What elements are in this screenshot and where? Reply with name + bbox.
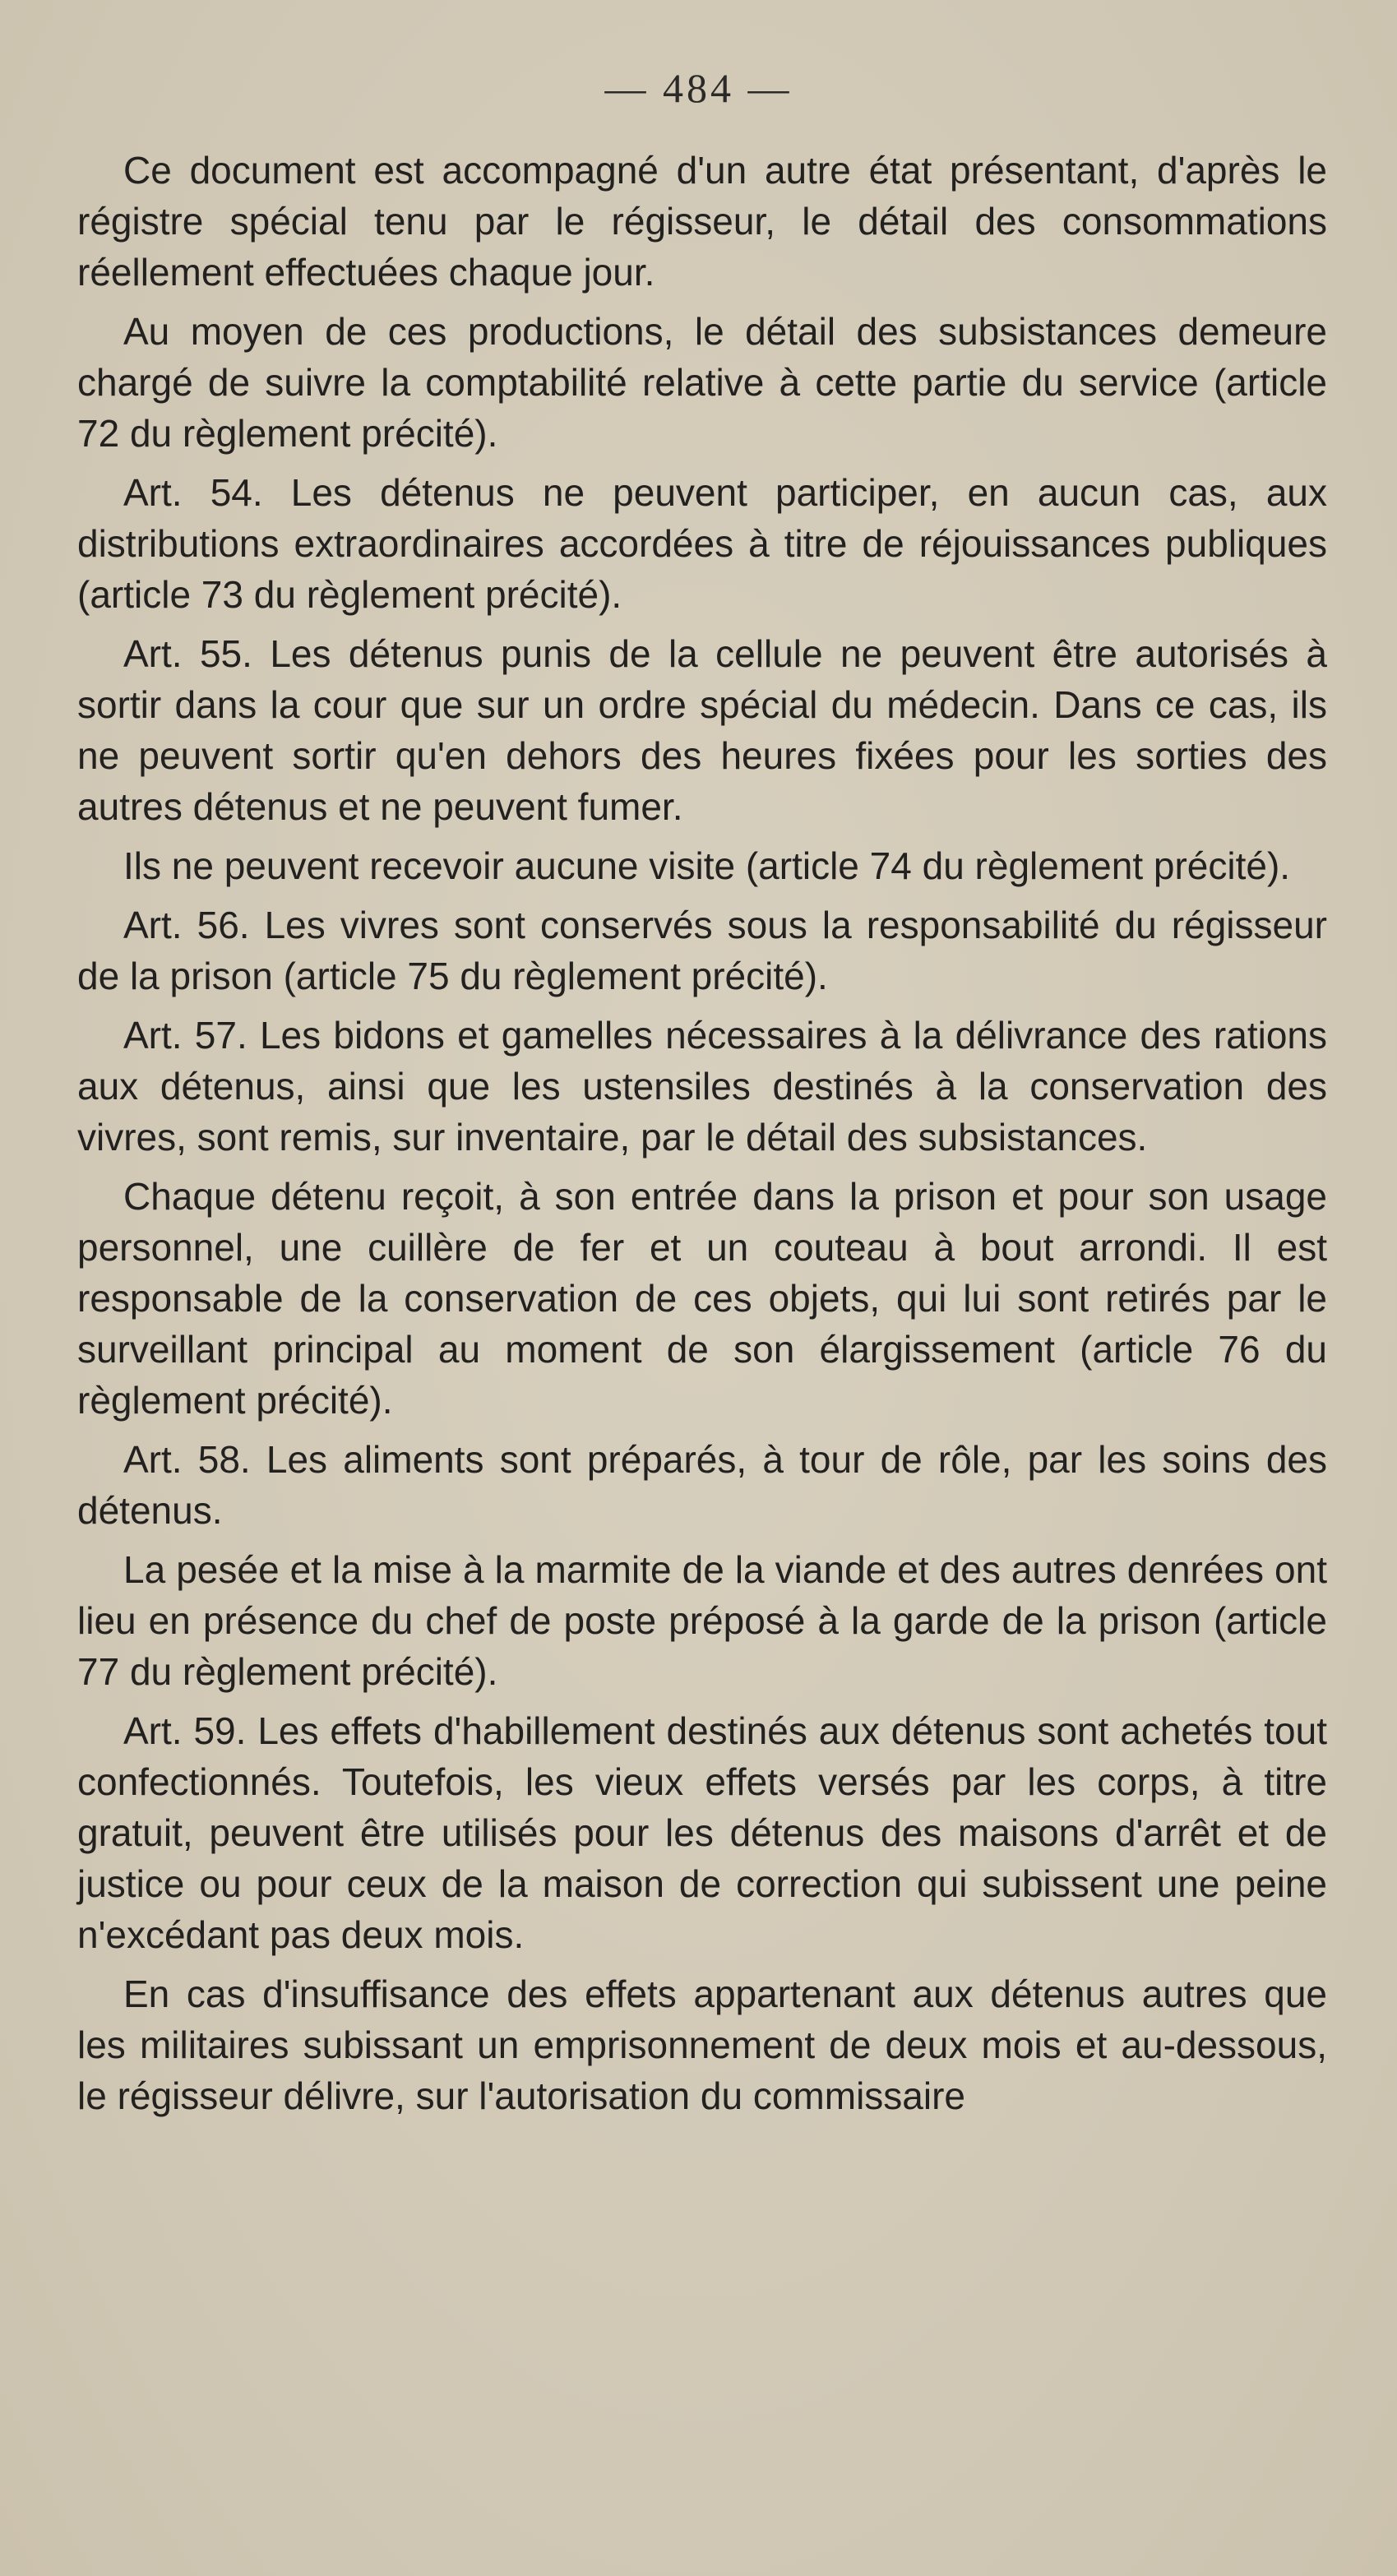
paragraph-chaque-detenu: Chaque détenu reçoit, à son entrée dans la prison et pour son usage personnel, une cuillère de fer et un couteau à bout arrondi. Il est responsable de la conservation de ces objets, qui lui sont retirés par le surveillant principal au moment de son élargissement (article 76 du règlement précité). [77,1175,1327,1422]
page-number: — 484 — [604,65,793,111]
paragraph-art-58: Art. 58. Les aliments sont préparés, à tour de rôle, par les soins des détenus. [77,1438,1327,1532]
paragraph-art-55: Art. 55. Les détenus punis de la cellule ne peuvent être autorisés à sortir dans la cour que sur un ordre spécial du médecin. Dans ce cas, ils ne peuvent sortir qu'en dehors des heures fixées pour les sorties des autres détenus et ne peuvent fumer. [77,632,1327,828]
paragraph-document-accompagne: Ce document est accompagné d'un autre état présentant, d'après le régistre spécial tenu par le régisseur, le détail des consommations réellement effectuées chaque jour. [77,149,1327,294]
paragraph-visites: Ils ne peuvent recevoir aucune visite (article 74 du règlement précité). [123,844,1291,887]
paragraph-art-56: Art. 56. Les vivres sont conservés sous la responsabilité du régisseur de la prison (article 75 du règlement précité). [77,904,1327,997]
paragraph-au-moyen: Au moyen de ces productions, le détail des subsistances demeure chargé de suivre la comptabilité relative à cette partie du service (article 72 du règlement précité). [77,310,1327,455]
paragraph-insuffisance: En cas d'insuffisance des effets appartenant aux détenus autres que les militaires subissant un emprisonnement de deux mois et au-dessous, le régisseur délivre, sur l'autorisation du commissaire [77,1972,1327,2117]
paragraph-art-59: Art. 59. Les effets d'habillement destinés aux détenus sont achetés tout confectionnés. Toutefois, les vieux effets versés par les corps, à titre gratuit, peuvent être utilisés pour les détenus des maisons d'arrêt et de justice ou pour ceux de la maison de correction qui subissent une peine n'excédant pas deux mois. [77,1709,1327,1956]
paragraph-art-57: Art. 57. Les bidons et gamelles nécessaires à la délivrance des rations aux détenus, ainsi que les ustensiles destinés à la conservation des vivres, sont remis, sur inventaire, par le détail des subsistances. [77,1014,1327,1159]
body-text [77,145,1327,2130]
paragraph-art-54: Art. 54. Les détenus ne peuvent participer, en aucun cas, aux distributions extraordinaires accordées à titre de réjouissances publiques (article 73 du règlement précité). [77,471,1327,616]
paragraph-pesee: La pesée et la mise à la marmite de la viande et des autres denrées ont lieu en présence du chef de poste préposé à la garde de la prison (article 77 du règlement précité). [77,1548,1327,1693]
